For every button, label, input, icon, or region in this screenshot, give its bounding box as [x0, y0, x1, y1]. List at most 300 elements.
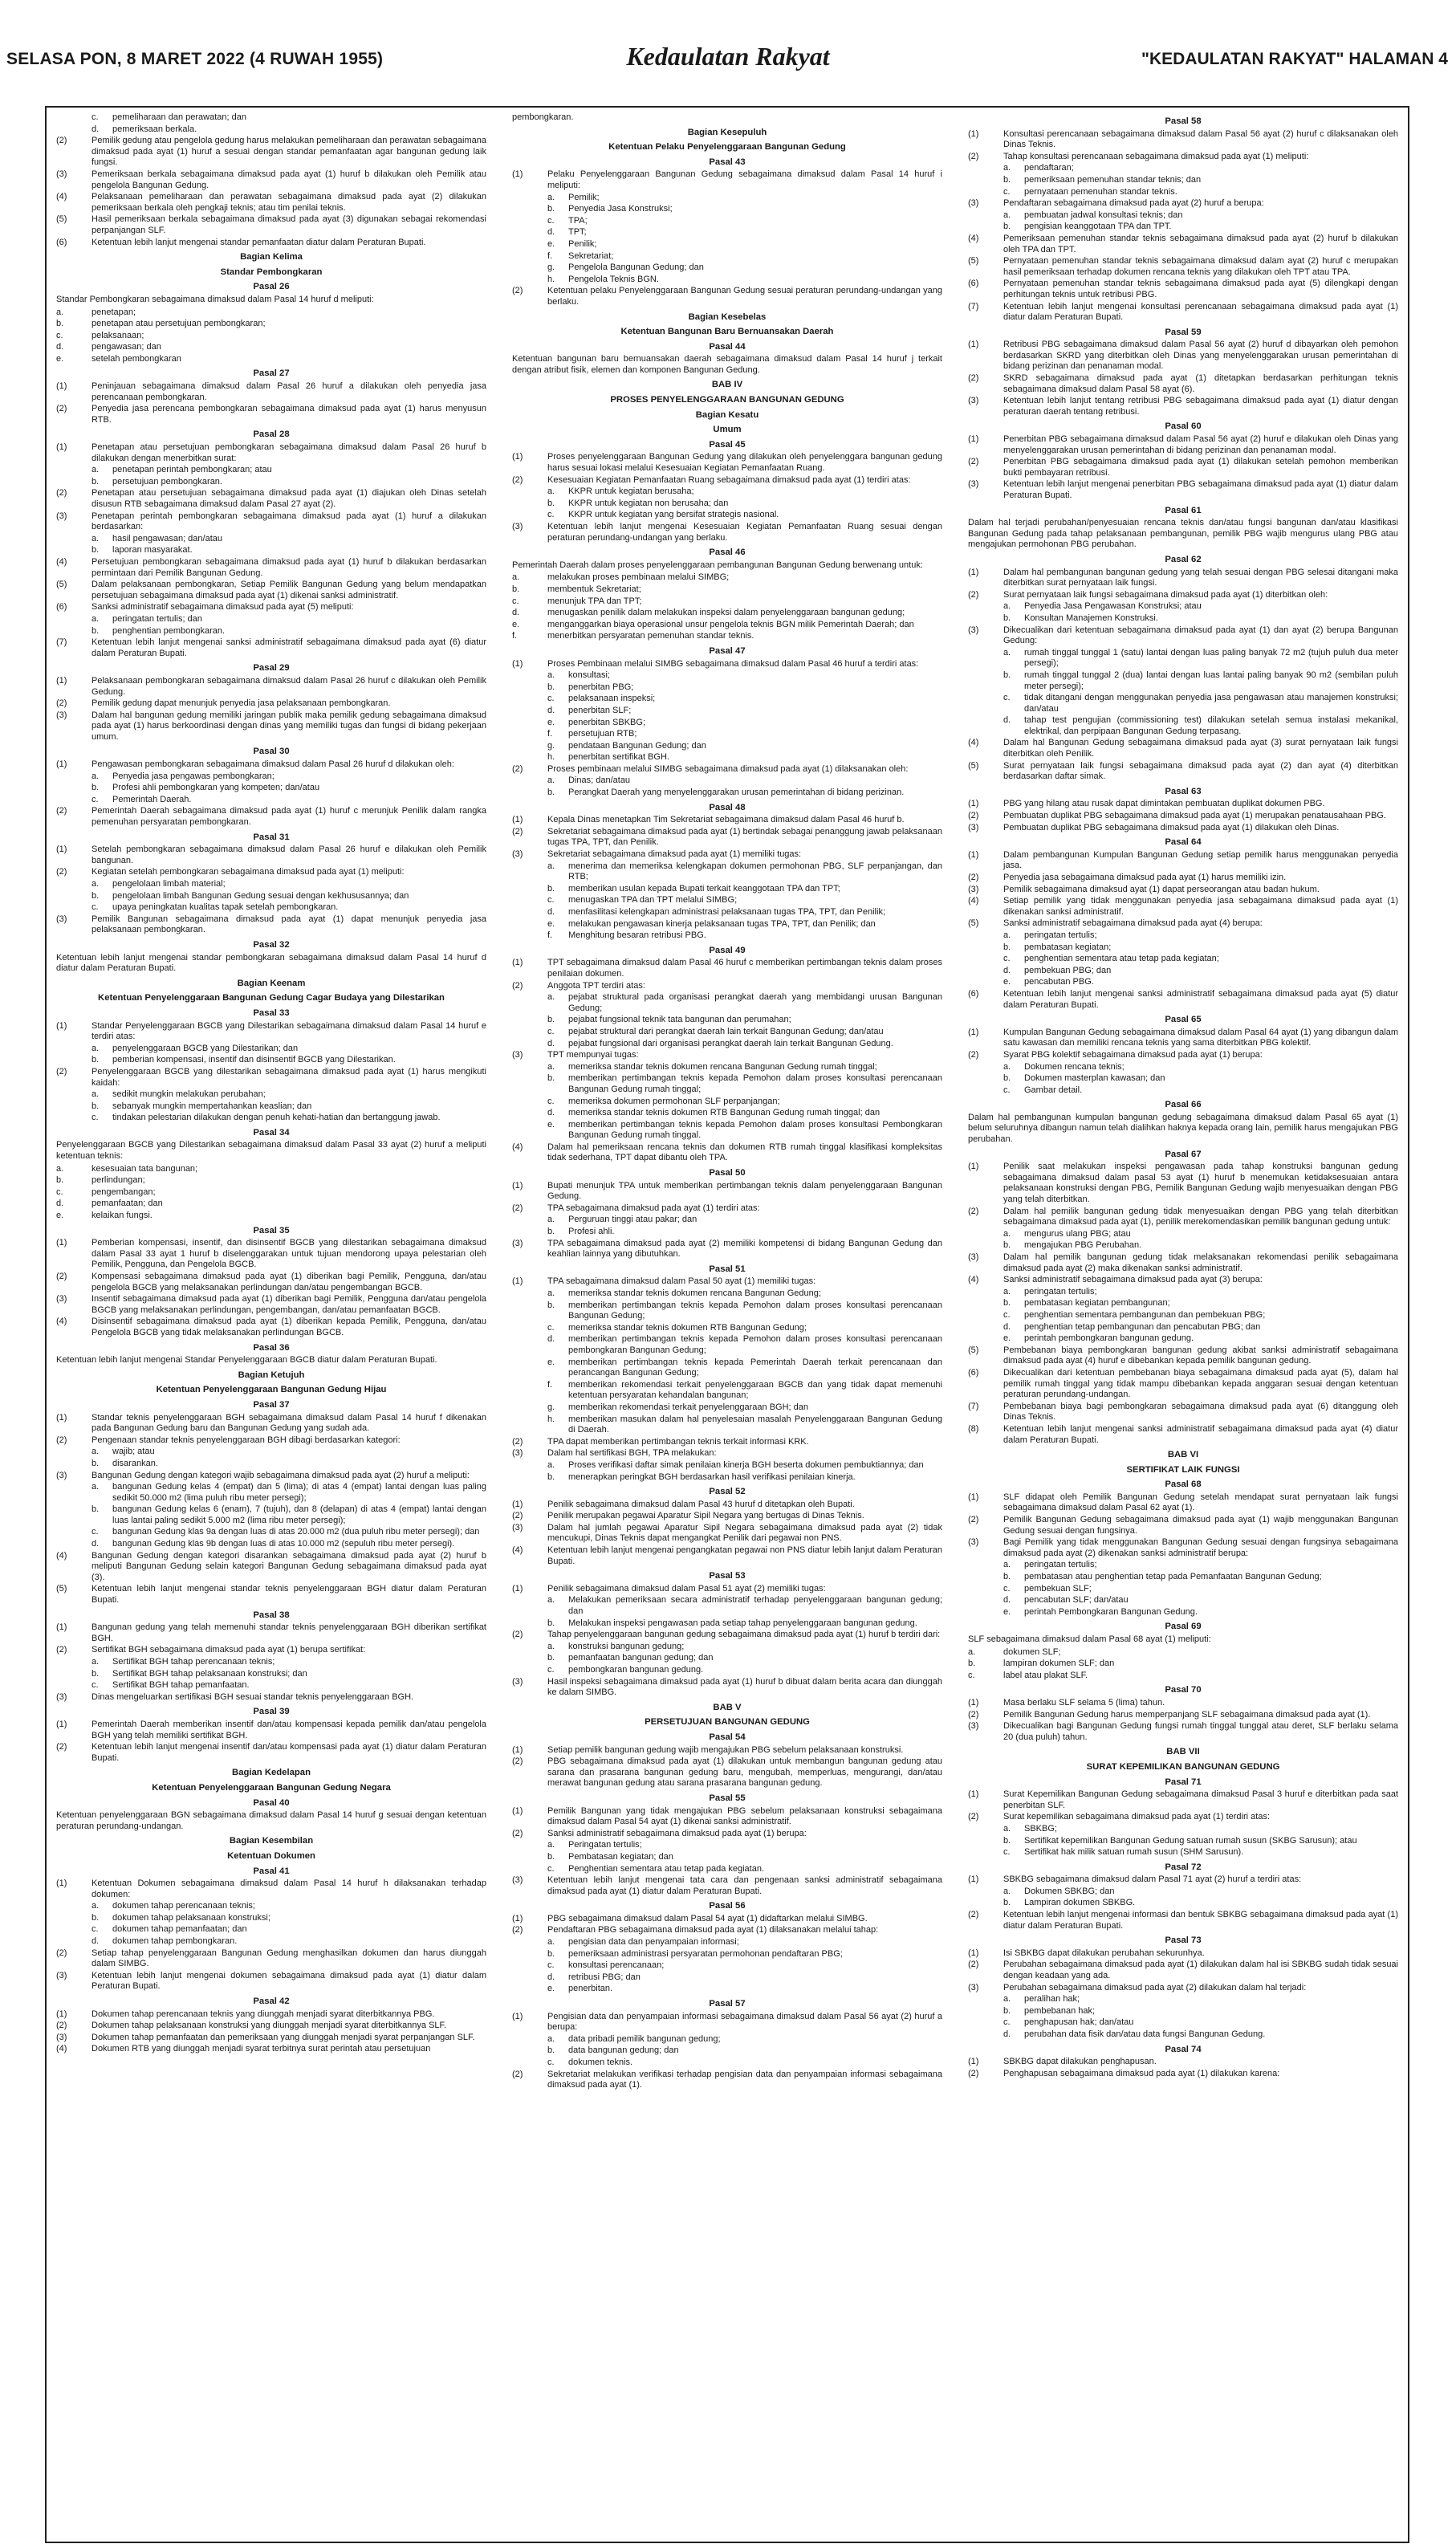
item-text: pejabat struktural dari perangkat daerah lain terkait Bangunan Gedung; dan/atau	[568, 1026, 884, 1036]
item-number: c.	[92, 1924, 99, 1935]
item-text: pembekuan PBG; dan	[1024, 965, 1112, 975]
item-number: (1)	[968, 1027, 979, 1037]
item-number: b.	[92, 1912, 100, 1923]
item-text: pendaftaran;	[1024, 163, 1074, 173]
section-heading: Pasal 64	[1165, 837, 1202, 848]
item-number: b.	[92, 625, 100, 636]
item-number: h.	[547, 274, 555, 284]
item-text: Ketentuan lebih lanjut mengenai insentif dan/atau kompensasi pada ayat (1) diatur dalam Peraturan Bupati.	[92, 1742, 486, 1763]
item-number: (2)	[968, 1515, 979, 1525]
item-text: Dokumen tahap perencanaan teknis yang diunggah menjadi syarat diterbitkannya PBG.	[92, 2009, 435, 2019]
list-item	[512, 1806, 942, 1828]
section-heading: Pasal 31	[253, 832, 290, 842]
item-text: Penilik sebagaimana dimaksud dalam Pasal 43 huruf d ditetapkan oleh Bupati.	[547, 1499, 855, 1509]
text-column-3	[968, 112, 1398, 2537]
item-number: (3)	[512, 522, 523, 531]
item-text: Pengelola Teknis BGN.	[568, 274, 659, 284]
item-text: Sanksi administratif sebagaimana dimaksud pada ayat (1) berupa:	[547, 1828, 807, 1838]
item-number: (5)	[968, 918, 979, 929]
item-text: Ketentuan lebih lanjut mengenai Kesesuaian Kegiatan Pemanfaatan Ruang sesuai dengan peraturan perundang-undangan yang berlaku.	[547, 522, 942, 543]
item-text: Tahap penyelenggaraan bangunan gedung sebagaimana dimaksud pada ayat (1) huruf b terdiri dari:	[547, 1630, 941, 1640]
item-number: (3)	[512, 1676, 523, 1687]
item-text: memeriksa dokumen permohonan SLF perpanjangan;	[568, 1096, 780, 1106]
item-number: c.	[1003, 1847, 1011, 1858]
item-number: b.	[547, 788, 555, 798]
item-text: pendataan Bangunan Gedung; dan	[568, 740, 706, 751]
section-heading: Umum	[713, 425, 742, 435]
item-number: a.	[547, 1215, 555, 1225]
item-text: penyelenggaraan BGCB yang Dilestarikan; dan	[112, 1043, 299, 1053]
list-item	[968, 568, 1398, 589]
item-text: Dalam hal pemilik bangunan gedung tidak menyesuaikan dengan PBG yang telah diterbitkan sebagaimana dimaksud pada ayat (1), penilik merekomendasikan pemilik bangunan gedung untuk:	[1003, 1206, 1398, 1227]
sub-item	[92, 1936, 486, 1948]
list-item	[512, 1584, 942, 1595]
item-text: Sertifikat hak milik satuan rumah susun (SHM Sarusun).	[1024, 1847, 1244, 1858]
item-text: KKPR untuk kegiatan non berusaha; dan	[568, 498, 729, 508]
item-number: (3)	[968, 396, 979, 406]
item-number: a.	[547, 1288, 555, 1298]
item-text: Pembuatan duplikat PBG sebagaimana dimaksud pada ayat (1) merupakan penatausahaan PBG.	[1003, 811, 1386, 821]
sub-item	[547, 1097, 942, 1108]
item-number: (2)	[512, 980, 523, 991]
item-text: Dalam hal pemilik bangunan gedung tidak melaksanakan rekomendasi penilik sebagaimana dimaksud pada ayat (2) maka dikenakan sanksi administratif.	[1003, 1252, 1398, 1273]
item-text: laporan masyarakat.	[112, 545, 193, 556]
list-item	[512, 1925, 942, 1936]
item-number: (4)	[968, 1275, 979, 1285]
item-number: (1)	[512, 1583, 523, 1594]
item-text: Dikecualikan dari ketentuan pembebanan biaya sebagaimana dimaksud pada ayat (5), dalam hal pemilik rumah tinggal yang tidak mampu dibebankan kepada anggaran sesuai dengan ketentuan peraturan perundang-undangan.	[1003, 1367, 1398, 1400]
item-number: b.	[547, 1618, 555, 1628]
item-text: peringatan tertulis;	[1024, 1560, 1097, 1570]
item-number: b.	[547, 1015, 555, 1025]
item-number: d.	[92, 124, 100, 134]
section-heading: Pasal 42	[253, 1996, 290, 2007]
item-number: (5)	[968, 760, 979, 771]
item-text: konsultasi;	[568, 670, 610, 681]
item-number: (1)	[968, 1162, 979, 1172]
item-text: penerbitan sertifikat BGH.	[568, 752, 669, 763]
item-text: peringatan tertulis; dan	[112, 613, 202, 624]
paragraph: Dalam hal pembangunan kumpulan bangunan gedung sebagaimana dimaksud dalam Pasal 65 ayat (1) belum seluruhnya dibangun namun telah dialihkan haknya kepada orang lain, pemilik harus mengajukan PBG perubahan.	[968, 1112, 1398, 1145]
item-text: PBG sebagaimana dimaksud dalam Pasal 54 ayat (1) didaftarkan melalui SIMBG.	[547, 1913, 868, 1923]
item-text: pejabat fungsional dari organisasi perangkat daerah lain terkait Bangunan Gedung.	[568, 1038, 893, 1048]
item-text: Penyedia Jasa Konstruksi;	[568, 204, 673, 214]
item-number: (2)	[56, 488, 67, 499]
item-text: Penyedia jasa pengawas pembongkaran;	[112, 771, 275, 781]
sub-item	[547, 1288, 942, 1300]
item-text: pemeriksaan administrasi persyaratan permohonan pendaftaran PBG;	[568, 1948, 843, 1959]
item-text: dokumen tahap pembongkaran.	[112, 1936, 238, 1947]
item-text: Sertifikat BGH sebagaimana dimaksud pada ayat (1) berupa sertifikat:	[92, 1645, 366, 1655]
sub-item	[547, 1852, 942, 1863]
item-number: a.	[547, 992, 555, 1003]
list-item	[512, 584, 942, 596]
item-text: Bupati menunjuk TPA untuk memberikan pertimbangan teknis dalam penyelenggaraan Bangunan Gedung.	[547, 1180, 942, 1202]
item-text: memberikan usulan kepada Bupati terkait keanggotaan TPA dan TPT;	[568, 883, 840, 893]
list-item	[56, 1645, 486, 1656]
list-item	[512, 596, 942, 608]
item-number: (4)	[968, 896, 979, 906]
item-number: b.	[1003, 174, 1011, 185]
list-item	[512, 1448, 942, 1459]
paragraph: Ketentuan bangunan baru bernuansakan daerah sebagaimana dimaksud dalam Pasal 14 huruf j terkait dengan atribut fisik, elemen dan komponen Bangunan Gedung.	[512, 354, 942, 375]
item-number: (1)	[512, 658, 523, 669]
sub-item	[547, 193, 942, 204]
item-number: (1)	[968, 1948, 979, 1958]
list-item	[56, 1238, 486, 1271]
item-text: Kegiatan setelah pembongkaran sebagaimana dimaksud pada ayat (1) meliputi:	[92, 867, 405, 877]
section-heading: Pasal 59	[1165, 327, 1202, 337]
item-text: Dokumen rencana teknis;	[1024, 1061, 1125, 1072]
list-item	[968, 885, 1398, 896]
list-item	[56, 1435, 486, 1447]
item-text: Gambar detail.	[1024, 1085, 1083, 1095]
item-number: a.	[56, 307, 64, 317]
item-text: Ketentuan lebih lanjut tentang retribusi PBG sebagaimana dimaksud pada ayat (1) diatur dengan peraturan daerah tentang retribusi.	[1003, 396, 1398, 417]
item-text: Konsultasi perencanaan sebagaimana dimaksud dalam Pasal 56 ayat (2) huruf c dilaksanakan oleh Dinas Teknis.	[1003, 128, 1398, 150]
list-item	[968, 850, 1398, 872]
sub-item	[547, 1949, 942, 1960]
item-number: b.	[547, 1300, 555, 1310]
item-number: b.	[1003, 670, 1011, 680]
sub-item	[547, 275, 942, 286]
item-text: TPA dapat memberikan pertimbangan teknis terkait informasi KRK.	[547, 1436, 809, 1447]
item-number: a.	[968, 1646, 976, 1657]
item-number: (1)	[512, 1180, 523, 1191]
item-number: (2)	[56, 2021, 67, 2031]
sub-item	[92, 1527, 486, 1538]
item-number: b.	[1003, 1572, 1011, 1582]
item-number: b.	[1003, 1240, 1011, 1251]
list-item	[56, 442, 486, 464]
item-number: b.	[92, 890, 100, 901]
section-heading: Pasal 34	[253, 1127, 290, 1138]
section-heading: Bagian Kesembilan	[229, 1836, 314, 1846]
sub-item	[1003, 175, 1398, 186]
item-number: c.	[547, 694, 555, 704]
sub-item	[92, 614, 486, 625]
item-number: a.	[92, 1482, 100, 1492]
list-item	[968, 1721, 1398, 1743]
item-text: Dikecualikan dari ketentuan sebagaimana dimaksud pada ayat (1) dan ayat (2) berupa Bangunan Gedung:	[1003, 625, 1398, 646]
sub-item	[1003, 1847, 1398, 1858]
item-number: a.	[92, 533, 100, 543]
sub-item	[547, 239, 942, 250]
item-number: (3)	[56, 511, 67, 521]
item-number: (2)	[968, 873, 979, 882]
section-heading: Bagian Keenam	[237, 978, 306, 988]
section-heading: Pasal 56	[709, 1901, 746, 1911]
list-item	[56, 1021, 486, 1043]
item-text: Dokumen RTB yang diunggah menjadi syarat terbitnya surat perintah atau persetujuan	[92, 2044, 431, 2054]
item-number: (2)	[512, 286, 523, 296]
item-number: a.	[1003, 210, 1011, 220]
list-item	[968, 989, 1398, 1011]
item-text: memberikan pertimbangan teknis kepada Pemohon dalam proses konsultasi perencanaan pembongkaran Bangunan Gedung;	[568, 1334, 942, 1355]
sub-item	[547, 1108, 942, 1119]
list-item	[512, 1745, 942, 1756]
item-text: pejabat fungsional teknik tata bangunan dan perumahan;	[568, 1015, 791, 1025]
list-item	[56, 1471, 486, 1482]
item-text: SLF didapat oleh Pemilik Bangunan Gedung setelah mendapat surat pernyataan laik fungsi sebagaimana dimaksud dalam Pasal 62 ayat (1).	[1003, 1492, 1398, 1513]
item-number: b.	[547, 1073, 555, 1084]
item-text: memberikan pertimbangan teknis kepada Pemohon dalam proses konsultasi Pembongkaran Bangunan Gedung rumah tinggal.	[568, 1119, 942, 1141]
list-item	[56, 1175, 486, 1186]
list-item	[968, 625, 1398, 647]
sub-item	[547, 1015, 942, 1026]
sub-item	[1003, 163, 1398, 174]
list-item	[56, 354, 486, 365]
sub-item	[547, 1357, 942, 1379]
item-number: a.	[1003, 1061, 1011, 1072]
list-item	[968, 1368, 1398, 1401]
item-number: d.	[1003, 2029, 1011, 2039]
sub-item	[1003, 1887, 1398, 1898]
sub-item	[547, 1460, 942, 1471]
list-item	[512, 1050, 942, 1061]
item-number: a.	[1003, 1886, 1011, 1896]
section-heading: BAB V	[713, 1702, 742, 1712]
item-text: Penghapusan sebagaimana dimaksud pada ayat (1) dilakukan karena:	[1003, 2068, 1280, 2078]
item-text: Dalam pembangunan Kumpulan Bangunan Gedung setiap pemilik harus menggunakan penyedia jasa.	[1003, 849, 1398, 871]
list-item	[968, 234, 1398, 255]
sub-item	[1003, 1824, 1398, 1835]
section-heading: Pasal 26	[253, 282, 290, 292]
item-number: b.	[1003, 1835, 1011, 1846]
item-number: (5)	[56, 1584, 67, 1594]
paragraph: Pemerintah Daerah dalam proses penyelenggaraan pembangunan Bangunan Gedung berwenang untuk:	[512, 560, 923, 570]
item-number: (2)	[56, 1645, 67, 1655]
sub-item	[547, 775, 942, 787]
list-item	[56, 404, 486, 425]
item-number: c.	[92, 794, 99, 804]
item-text: Bangunan Gedung dengan kategori wajib sebagaimana dimaksud pada ayat (2) huruf a meliputi:	[92, 1470, 470, 1480]
item-number: (3)	[56, 1470, 67, 1480]
item-text: Standar Penyelenggaraan BGCB yang Dilestarikan sebagaimana dimaksud dalam Pasal 14 huruf e terdiri atas:	[92, 1020, 486, 1042]
item-number: b.	[547, 204, 555, 214]
item-text: pejabat struktural pada organisasi perangkat daerah yang membidangi urusan Bangunan Gedung;	[568, 992, 942, 1013]
item-text: Pemilik gedung dapat menunjuk penyedia jasa pelaksanaan pembongkaran.	[92, 698, 391, 709]
section-heading: Pasal 71	[1165, 1777, 1202, 1787]
sub-item	[92, 1113, 486, 1124]
item-text: peringatan tertulis;	[1024, 1286, 1097, 1296]
item-number: (6)	[968, 279, 979, 289]
item-number: c.	[1003, 1309, 1011, 1320]
list-item	[968, 1983, 1398, 1994]
section-heading: Pasal 46	[709, 547, 746, 558]
section-heading: Pasal 48	[709, 802, 746, 812]
item-number: (1)	[512, 169, 523, 180]
item-number: (1)	[512, 1276, 523, 1287]
item-text: Profesi ahli pembongkaran yang kompeten; dan/atau	[112, 783, 320, 793]
list-item	[512, 452, 942, 474]
item-text: menerbitkan persyaratan pemenuhan standar teknis.	[547, 631, 754, 641]
item-text: penerbitan.	[568, 1984, 613, 1994]
list-item	[968, 457, 1398, 478]
item-number: d.	[547, 1108, 555, 1118]
item-number: a.	[1003, 1823, 1011, 1834]
list-item	[512, 1829, 942, 1840]
list-item	[56, 698, 486, 710]
sub-item	[547, 227, 942, 238]
sub-item	[92, 1924, 486, 1935]
sub-item	[1003, 1298, 1398, 1309]
item-number: b.	[547, 883, 555, 893]
section-heading: Pasal 53	[709, 1571, 746, 1581]
item-text: konsultasi perencanaan;	[568, 1960, 665, 1971]
section-heading: Pasal 35	[253, 1225, 290, 1235]
sub-item	[1003, 1836, 1398, 1847]
item-number: a.	[547, 1595, 555, 1606]
item-number: (3)	[56, 1294, 67, 1305]
item-number: b.	[56, 1175, 64, 1186]
sub-item	[547, 741, 942, 752]
sub-item	[92, 545, 486, 556]
item-number: (3)	[56, 710, 67, 720]
section-heading: Ketentuan Penyelenggaraan Bangunan Gedung Negara	[152, 1782, 391, 1793]
item-number: d.	[56, 1199, 64, 1209]
item-text: mengurus ulang PBG; atau	[1024, 1228, 1131, 1239]
item-number: c.	[1003, 954, 1011, 964]
item-number: (2)	[968, 151, 979, 161]
item-text: Ketentuan lebih lanjut mengenai penerbitan PBG sebagaimana dimaksud pada ayat (1) diatur dalam Peraturan Bupati.	[1003, 479, 1398, 500]
list-item	[968, 1710, 1398, 1721]
item-number: b.	[92, 1458, 100, 1468]
item-number: (2)	[56, 698, 67, 709]
item-number: c.	[968, 1670, 975, 1680]
item-text: memberikan pertimbangan teknis kepada Pemohon dalam proses konsultasi perencanaan Bangunan Gedung;	[568, 1300, 942, 1321]
item-number: c.	[1003, 1085, 1011, 1095]
section-heading: Pasal 30	[253, 747, 290, 757]
sub-item	[547, 1073, 942, 1095]
item-number: (3)	[56, 914, 67, 924]
list-item	[512, 1276, 942, 1288]
sub-item	[547, 682, 942, 694]
item-text: penerbitan PBG;	[568, 682, 634, 692]
item-text: Pemilik Bangunan Gedung sebagaimana dimaksud pada ayat (1) wajib menggunakan Bangunan Gedung sesuai dengan fungsinya.	[1003, 1515, 1398, 1536]
list-item	[968, 434, 1398, 456]
item-number: (2)	[56, 404, 67, 414]
sub-item	[547, 216, 942, 227]
sub-item	[547, 486, 942, 498]
section-heading: Pasal 57	[709, 1999, 746, 2009]
item-text: bangunan Gedung kelas 4 (empat) dan 5 (lima); di atas 4 (empat) lantai dengan luas paling sedikit 50.000 m2 (lima puluh ribu meter persegi);	[112, 1482, 486, 1503]
item-text: data bangunan gedung; dan	[568, 2045, 679, 2056]
item-text: SBKBG sebagaimana dimaksud dalam Pasal 71 ayat (2) huruf a terdiri atas:	[1003, 1874, 1302, 1885]
section-heading: Pasal 41	[253, 1866, 290, 1876]
sub-item	[547, 930, 942, 942]
item-number: (6)	[968, 988, 979, 999]
item-number: b.	[1003, 942, 1011, 952]
item-text: dokumen tahap pelaksanaan konstruksi;	[112, 1912, 270, 1923]
item-number: (1)	[512, 452, 523, 462]
list-item	[56, 1878, 486, 1900]
item-text: pelaksanaan;	[92, 330, 144, 340]
sub-item	[92, 1504, 486, 1526]
item-text: pemanfaatan bangunan gedung; dan	[568, 1653, 714, 1663]
sub-item	[1003, 648, 1398, 670]
list-item	[968, 1647, 1398, 1659]
item-number: b.	[547, 682, 555, 692]
item-text: pembatasan kegiatan pembangunan;	[1024, 1298, 1170, 1309]
list-item	[968, 1345, 1398, 1367]
item-number: a.	[512, 572, 520, 583]
list-item	[512, 620, 942, 631]
item-text: upaya peningkatan kualitas tapak setelah pembongkaran.	[112, 902, 339, 913]
item-number: e.	[547, 717, 555, 727]
list-item	[56, 1413, 486, 1435]
item-number: (2)	[512, 826, 523, 836]
item-number: b.	[92, 1055, 100, 1065]
item-number: a.	[92, 613, 100, 624]
item-number: b.	[512, 584, 520, 594]
item-number: (1)	[512, 1744, 523, 1755]
item-text: Pemeriksaan berkala sebagaimana dimaksud pada ayat (1) huruf b dilakukan oleh Pemilik atau pengelola Bangunan Gedung.	[92, 169, 486, 190]
item-text: bangunan Gedung klas 9b dengan luas di atas 10.000 m2 (sepuluh ribu meter persegi).	[112, 1539, 455, 1549]
sub-item	[547, 907, 942, 918]
item-text: Dalam hal pembangunan bangunan gedung yang telah sesuai dengan PBG selesai ditangani maka diterbitkan surat pernyataan laik fungsi.	[1003, 567, 1398, 588]
sub-item	[1003, 601, 1398, 613]
item-text: memberikan rekomendasi terkait penyelenggaraan BGCB dan yang tidak dapat memenuhi ketentuan persyaratan kehandalan bangunan;	[568, 1379, 942, 1401]
item-number: a.	[547, 1061, 555, 1072]
item-number: c.	[512, 596, 519, 606]
item-number: e.	[547, 918, 555, 929]
item-text: Pelaksanaan pembongkaran sebagaimana dimaksud dalam Pasal 26 huruf c dilakukan oleh Pemilik Gedung.	[92, 675, 486, 697]
item-text: Dokumen SBKBG; dan	[1024, 1886, 1115, 1896]
item-text: memberikan pertimbangan teknis kepada Pemerintah Daerah terkait perencanaan dan perancangan Bangunan Gedung;	[568, 1357, 942, 1378]
item-text: peralihan hak;	[1024, 1994, 1080, 2005]
sub-item	[547, 499, 942, 510]
section-heading: Pasal 44	[709, 341, 746, 352]
item-number: (3)	[512, 1522, 523, 1532]
item-text: Perguruan tinggi atau pakar; dan	[568, 1215, 697, 1225]
item-text: Proses verifikasi daftar simak penilaian kinerja BGH beserta dokumen pembuktiannya; dan	[568, 1459, 924, 1470]
item-text: persetujuan RTB;	[568, 729, 637, 739]
item-text: TPA sebagaimana dimaksud pada ayat (2) memiliki kompetensi di bidang Bangunan Gedung dan keahlian lainnya yang dibutuhkan.	[547, 1238, 942, 1260]
item-text: Sekretariat sebagaimana dimaksud pada ayat (1) bertindak sebagai penanggung jawab pelaksanaan tugas TPA, TPT, dan Penilik.	[547, 826, 942, 848]
item-text: penerbitan SLF;	[568, 705, 632, 715]
item-text: melakukan proses pembinaan melalui SIMBG;	[547, 572, 730, 583]
item-text: Setiap pemilik yang tidak menggunakan penyedia jasa sebagaimana dimaksud pada ayat (1) dikenakan sanksi administratif.	[1003, 896, 1398, 917]
item-text: Sanksi administratif sebagaimana dimaksud pada ayat (5) meliputi:	[92, 602, 354, 613]
item-text: Dokumen masterplan kawasan; dan	[1024, 1073, 1165, 1084]
text-column-2	[512, 112, 942, 2537]
section-heading: PERSETUJUAN BANGUNAN GEDUNG	[645, 1717, 810, 1728]
sub-item	[547, 1618, 942, 1630]
item-text: Sertifikat BGH tahap pelaksanaan konstruksi; dan	[112, 1668, 307, 1679]
list-item	[968, 479, 1398, 501]
section-heading: SURAT KEPEMILIKAN BANGUNAN GEDUNG	[1086, 1761, 1280, 1772]
item-number: (1)	[56, 1412, 67, 1423]
item-text: pemeriksaan pemenuhan standar teknis; dan	[1024, 174, 1202, 185]
sub-item	[92, 1680, 486, 1691]
item-text: dokumen tahap pemanfaatan; dan	[112, 1924, 247, 1935]
sub-item	[547, 1039, 942, 1050]
item-text: Dalam hal sertifikasi BGH, TPA melakukan:	[547, 1448, 717, 1459]
item-number: (1)	[968, 340, 979, 350]
list-item	[512, 1630, 942, 1641]
item-number: b.	[92, 783, 100, 793]
item-text: pembatasan atau penghentian tetap pada Pemanfaatan Bangunan Gedung;	[1024, 1572, 1322, 1582]
item-text: Pembebanan biaya pembongkaran bangunan gedung akibat sanksi administratif sebagaimana dimaksud pada ayat (4) huruf e dibebankan kepada pemilik bangunan gedung.	[1003, 1345, 1398, 1366]
item-number: (1)	[56, 381, 67, 392]
item-text: Pernyataan pemenuhan standar teknis sebagaimana dimaksud pada ayat (5) dilengkapi dengan perhitungan teknis untuk retribusi PBG.	[1003, 279, 1398, 299]
item-text: pembongkaran bangunan gedung.	[568, 1665, 704, 1675]
item-text: Pernyataan pemenuhan standar teknis sebagaimana dimaksud dalam ayat (2) huruf c merupakan hasil pemeriksaan terhadap dokumen rencana teknis yang dilakukan oleh TPT atau TPA.	[1003, 256, 1398, 277]
item-number: b.	[1003, 222, 1011, 232]
item-text: pencabutan PBG.	[1024, 977, 1094, 987]
item-text: penghentian tetap pembangunan dan pencabutan PBG; dan	[1024, 1321, 1261, 1332]
